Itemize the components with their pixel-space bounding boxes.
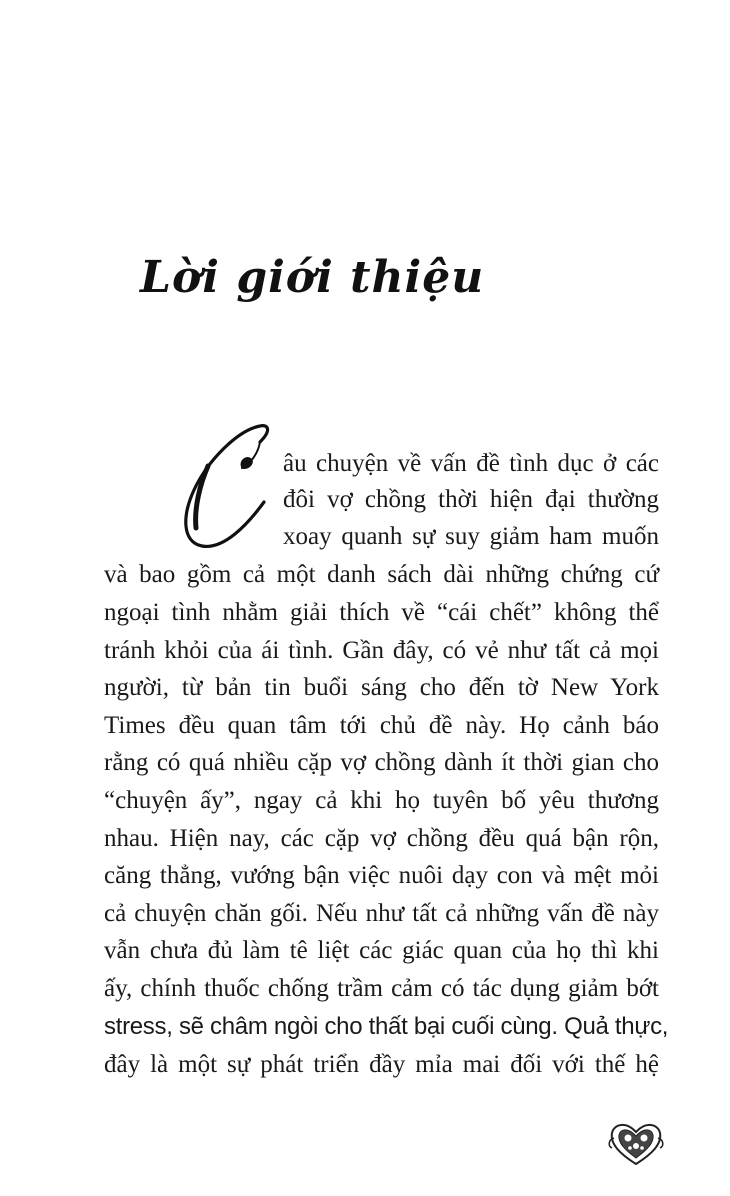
paragraph-line: và bao gồm cả một danh sách dài những chứng cứ bbox=[104, 561, 659, 588]
paragraph-line: âu chuyện về vấn đề tình dục ở các bbox=[283, 450, 659, 477]
paragraph-line: xoay quanh sự suy giảm ham muốn bbox=[283, 523, 659, 550]
paragraph-line: nhau. Hiện nay, các cặp vợ chồng đều quá bận rộn, bbox=[104, 825, 659, 852]
heart-ornament-icon bbox=[606, 1118, 666, 1168]
chapter-title: Lời giới thiệu bbox=[140, 252, 485, 303]
paragraph-line: người, từ bản tin buổi sáng cho đến tờ New York bbox=[104, 674, 659, 701]
paragraph-line: stress, sẽ châm ngòi cho thất bại cuối cùng. Quả thực, bbox=[104, 1013, 669, 1040]
paragraph-line: rằng có quá nhiều cặp vợ chồng dành ít thời gian cho bbox=[104, 749, 659, 776]
paragraph-line: ngoại tình nhằm giải thích về “cái chết” không thể bbox=[104, 599, 659, 626]
drop-cap-c bbox=[168, 420, 278, 560]
paragraph-line: đây là một sự phát triển đầy mỉa mai đối với thế hệ bbox=[104, 1051, 659, 1078]
paragraph-line: tránh khỏi của ái tình. Gần đây, có vẻ như tất cả mọi bbox=[104, 637, 659, 664]
paragraph-line: “chuyện ấy”, ngay cả khi họ tuyên bố yêu thương bbox=[104, 787, 659, 814]
paragraph-line: vẫn chưa đủ làm tê liệt các giác quan của họ thì khi bbox=[104, 937, 659, 964]
paragraph-line: căng thẳng, vướng bận việc nuôi dạy con và mệt mỏi bbox=[104, 862, 659, 889]
paragraph-line: ấy, chính thuốc chống trầm cảm có tác dụng giảm bớt bbox=[104, 975, 659, 1002]
paragraph-line: cả chuyện chăn gối. Nếu như tất cả những vấn đề này bbox=[104, 900, 659, 927]
paragraph-line: Times đều quan tâm tới chủ đề này. Họ cảnh báo bbox=[104, 712, 659, 739]
paragraph-line: đôi vợ chồng thời hiện đại thường bbox=[283, 486, 659, 513]
